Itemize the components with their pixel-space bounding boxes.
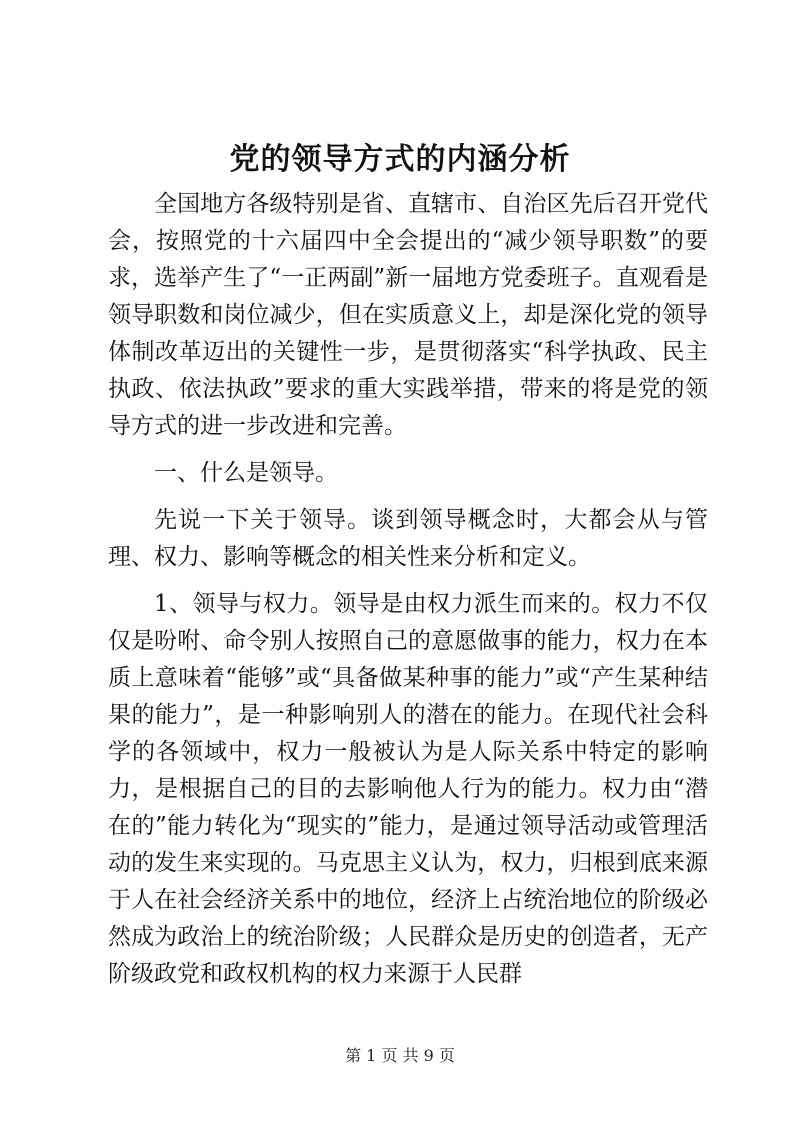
section-heading-what-is-leadership: 一、什么是领导。 — [154, 460, 338, 486]
paragraph-intro: 全国地方各级特别是省、直辖市、自治区先后召开党代会，按照党的十六届四中全会提出的“减少领导职数”的要求，选举产生了“一正两副”新一届地方党委班子。直观看是领导职数和岗位减少，但在实质意义上，却是深化党的领导体制改革迈出的关键性一步，是贯彻落实“科学执政、民主执政、依法执政”要求的重大实践举措，带来的将是党的领导方式的进一步改进和完善。 — [108, 191, 708, 439]
page-footer: 第 1 页 共 9 页 — [345, 1046, 455, 1065]
paragraph-leadership-and-power: 1、领导与权力。领导是由权力派生而来的。权力不仅仅是吩咐、命令别人按照自己的意愿做事的能力，权力在本质上意味着“能够”或“具备做某种事的能力”或“产生某种结果的能力”，是一种影响别人的潜在的能力。在现代社会科学的各领域中，权力一般被认为是人际关系中特定的影响力，是根据自己的目的去影响他人行为的能力。权力由“潜在的”能力转化为“现实的”能力，是通过领导活动或管理活动的发生来实现的。马克思主义认为，权力，归根到底来源于人在社会经济关系中的地位，经济上占统治地位的阶级必然成为政治上的统治阶级；人民群众是历史的创造者，无产阶级政党和政权机构的权力来源于人民群 — [108, 591, 708, 987]
paragraph-leadership-concept: 先说一下关于领导。谈到领导概念时，大都会从与管理、权力、影响等概念的相关性来分析和定义。 — [108, 507, 708, 570]
page-title: 党的领导方式的内涵分析 — [229, 142, 571, 177]
document-body — [108, 186, 708, 994]
